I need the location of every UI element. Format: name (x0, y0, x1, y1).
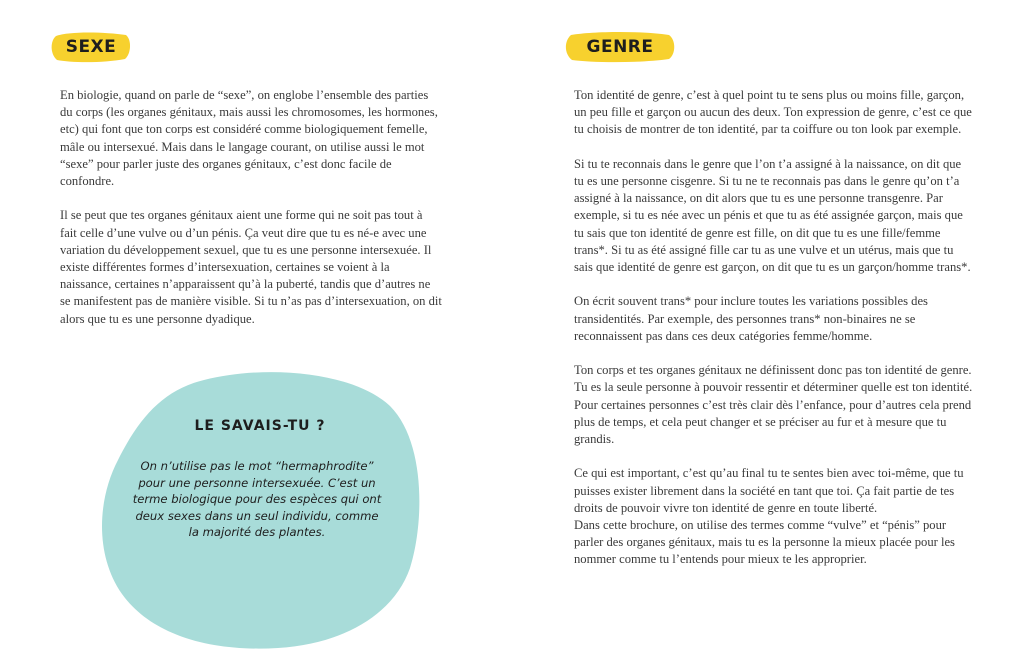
paragraph-line: Dans cette brochure, on utilise des termes comme “vulve” et “pénis” pour parler des organes génitaux, mais tu es la personne la mieux placée pour les nommer comme tu l’entends pour mieux te les approprier. (574, 518, 955, 567)
callout-title: LE SAVAIS-TU ? (194, 418, 326, 434)
genre-heading: GENRE (586, 37, 654, 57)
did-you-know-callout (92, 368, 428, 652)
sexe-heading: SEXE (65, 37, 117, 57)
genre-body-text (574, 87, 974, 569)
paragraph: Si tu te reconnais dans le genre que l’on t’a assigné à la naissance, on dit que tu es une personne cisgenre. Si tu ne te reconnais pas dans le genre qu’on t’a assigné à la naissance, on dit alors que tu es une personne transgenre. Par exemple, si tu es née avec un pénis et que tu as été assignée garçon, mais que tu sais que ton identité de genre est fille, on dit que tu es une fille/femme trans*. Si tu as été assigné fille car tu as une vulve et un utérus, mais que tu sais que identité de genre est garçon, on dit que tu es un garçon/homme trans*. (574, 156, 971, 275)
genre-heading-badge (564, 30, 676, 64)
paragraph: Ton corps et tes organes génitaux ne définissent donc pas ton identité de genre. Tu es la seule personne à pouvoir ressentir et déterminer quelle est ton identité. Pour certaines personnes c’est très clair dès l’enfance, pour d’autres cela prend plus de temps, et cela peut changer et se préciser au fur et à mesure que tu grandis. (574, 363, 973, 447)
paragraph: On écrit souvent trans* pour inclure toutes les variations possibles des transidentités. Par exemple, des personnes trans* non-binaires ne se reconnaissent pas dans ces deux catégories femme/homme. (574, 294, 928, 343)
right-page (512, 0, 1024, 659)
sexe-heading-badge (50, 30, 132, 64)
sexe-body-text (60, 87, 442, 345)
paragraph: En biologie, quand on parle de “sexe”, on englobe l’ensemble des parties du corps (les organes génitaux, mais aussi les chromosomes, les hormones, etc) qui font que ton corps est considéré comme biologiquement femelle, mâle ou intersexué. Mais dans le langage courant, on utilise aussi le mot “sexe” pour parler juste des organes génitaux, c’est donc facile de confondre. (60, 88, 438, 189)
paragraph: Ton identité de genre, c’est à quel point tu te sens plus ou moins fille, garçon, un peu fille et garçon ou aucun des deux. Ton expression de genre, c’est ce que tu choisis de montrer de ton identité, par ta coiffure ou ton look par exemple. (574, 88, 972, 137)
paragraph-line: Ce qui est important, c’est qu’au final tu te sentes bien avec toi-même, que tu puisses exister librement dans la société en tant que toi. Ça fait partie de tes droits de pouvoir vivre ton identité de genre en toute liberté. (574, 466, 964, 515)
paragraph (574, 465, 974, 568)
paragraph: Il se peut que tes organes génitaux aient une forme qui ne soit pas tout à fait celle d’une vulve ou d’un pénis. Ça veut dire que tu es né-e avec une variation du développement sexuel, que tu es une personne intersexuée. Il existe différentes formes d’intersexuation, certaines se voient à la naissance, certaines n’apparaissent qu’à la puberté, tandis que d’autres ne se manifestent pas de manière visible. Si tu n’as pas d’intersexuation, on dit alors que tu es une personne dyadique. (60, 208, 442, 326)
callout-body: On n’utilise pas le mot “hermaphrodite” pour une personne intersexuée. C’est un terme biologique pour des espèces qui ont deux sexes dans un seul individu, comme la majorité des plantes. (132, 459, 382, 540)
